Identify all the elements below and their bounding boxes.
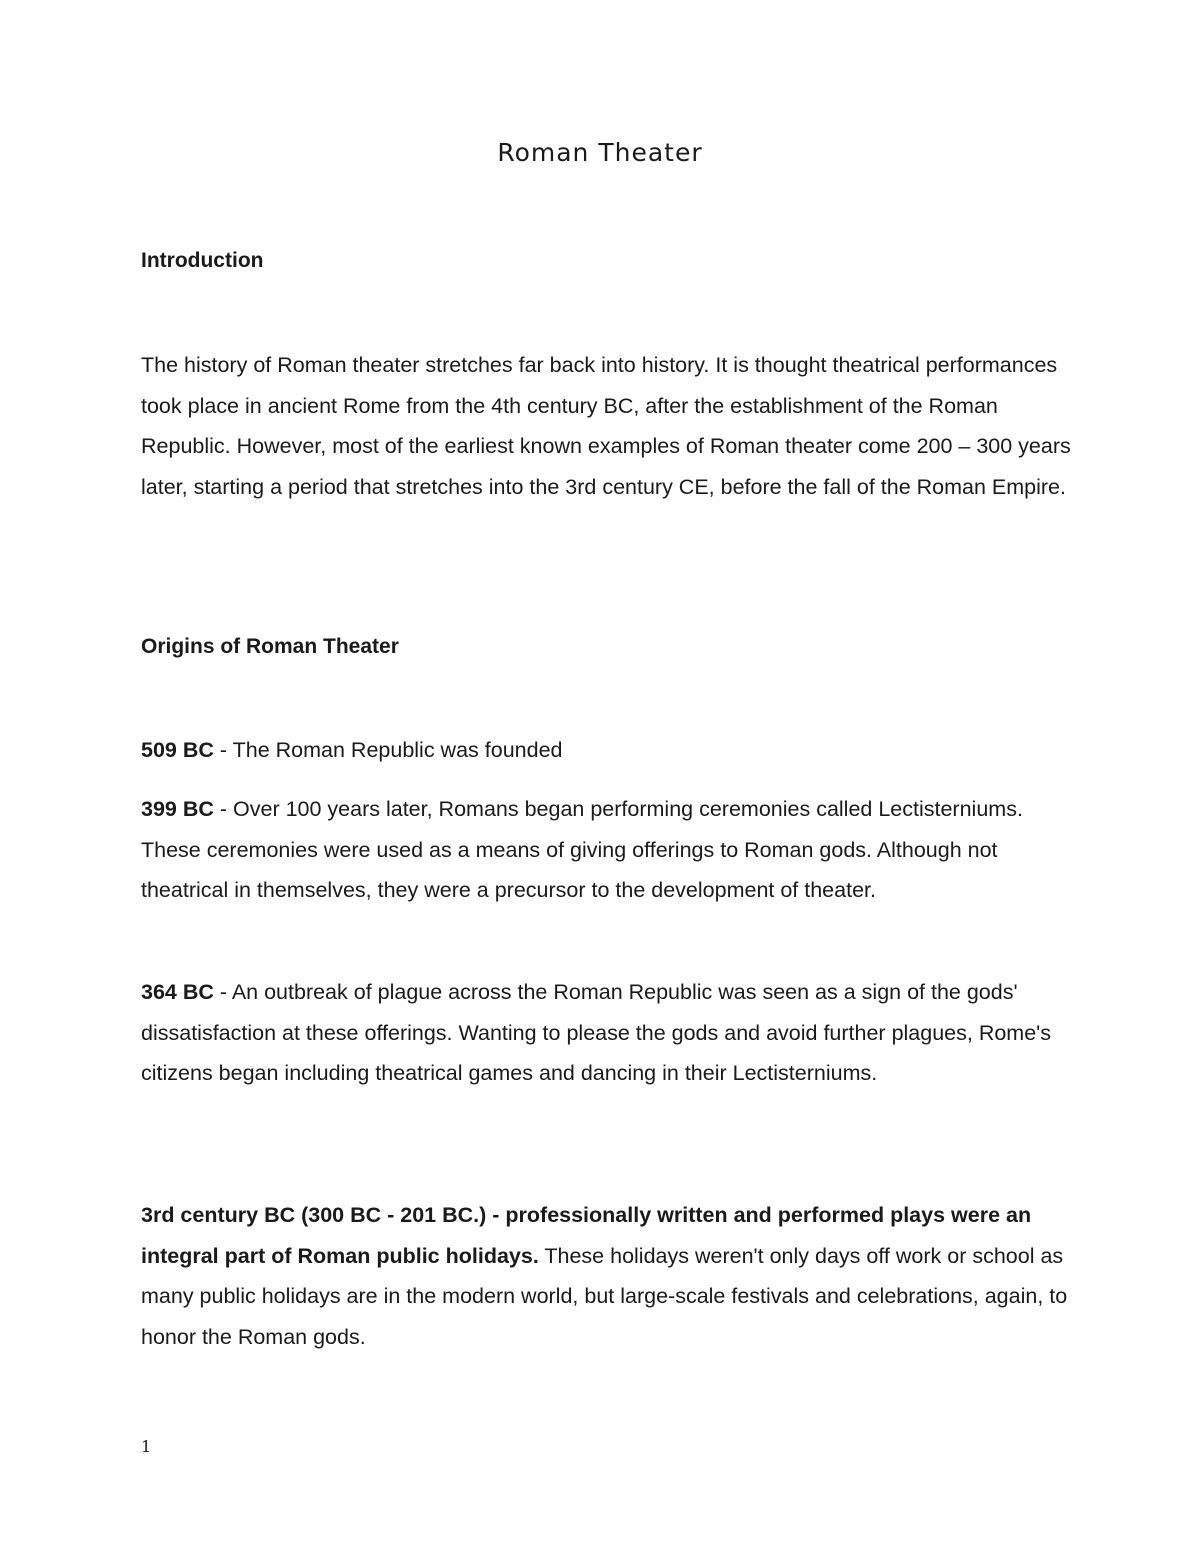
timeline-entry-399bc [141, 789, 1071, 911]
timeline-text: - Over 100 years later, Romans began performing ceremonies called Lectisterniums. These ceremonies were used as a means of giving offerings to Roman gods. Although not theatrical in themselves, they were a precursor to the development of theater. [141, 797, 1023, 903]
timeline-entry-3rd-century-bc [141, 1195, 1071, 1357]
timeline-date: 364 BC [141, 980, 214, 1004]
timeline-text: - An outbreak of plague across the Roman Republic was seen as a sign of the gods' dissatisfaction at these offerings. Wanting to please the gods and avoid further plagues, Rome's citizens began including theatrical games and dancing in their Lectisterniums. [141, 980, 1052, 1086]
timeline-entry-364bc [141, 972, 1071, 1094]
timeline-date: 509 BC [141, 738, 214, 762]
document-title: Roman Theater [497, 138, 703, 167]
page-number: 1 [141, 1437, 152, 1456]
timeline-date: 3rd century BC (300 BC - 201 BC.) - professionally written and performed plays were an integral part of Roman public holidays. [141, 1203, 1032, 1268]
introduction-paragraph: The history of Roman theater stretches far back into history. It is thought theatrical performances took place in ancient Rome from the 4th century BC, after the establishment of the Roman Republic. However, most of the earliest known examples of Roman theater come 200 – 300 years later, starting a period that stretches into the 3rd century CE, before the fall of the Roman Empire. [141, 353, 1071, 499]
origins-heading: Origins of Roman Theater [141, 635, 399, 658]
introduction-heading: Introduction [141, 249, 264, 272]
timeline-date: 399 BC [141, 797, 214, 821]
timeline-text: - The Roman Republic was founded [213, 738, 563, 762]
timeline-entry-509bc [141, 730, 1071, 771]
timeline-text: These holidays weren't only days off work or school as many public holidays are in the modern world, but large-scale festivals and celebrations, again, to honor the Roman gods. [141, 1243, 1068, 1349]
